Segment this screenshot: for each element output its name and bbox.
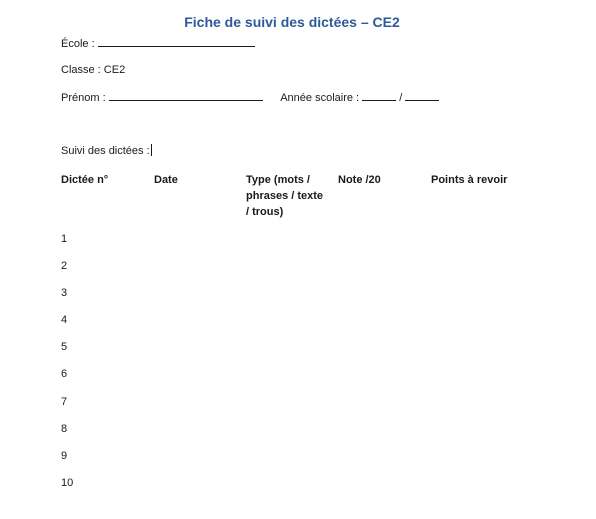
header-note: Note /20 <box>338 174 381 186</box>
header-dictee-number: Dictée n° <box>61 174 109 186</box>
table-row-number: 3 <box>61 287 68 299</box>
header-type: Type (mots / phrases / texte / trous) <box>246 174 324 218</box>
table-row-number: 2 <box>61 260 68 272</box>
name-blank[interactable] <box>109 90 263 101</box>
table-row-number: 4 <box>61 314 68 326</box>
table-row-number: 9 <box>61 450 68 462</box>
year-label: Année scolaire : <box>280 92 360 104</box>
table-row-number: 1 <box>61 233 68 245</box>
school-label: École : <box>61 38 95 50</box>
header-date: Date <box>154 174 178 186</box>
class-label: Classe : CE2 <box>61 64 126 76</box>
document-title: Fiche de suivi des dictées – CE2 <box>184 14 400 30</box>
name-label: Prénom : <box>61 92 106 104</box>
name-line <box>61 90 439 105</box>
table-row-number: 8 <box>61 423 68 435</box>
header-points: Points à revoir <box>431 174 508 186</box>
text-cursor <box>151 144 152 156</box>
section-label: Suivi des dictées : <box>61 145 150 157</box>
table-row-number: 10 <box>61 477 74 489</box>
section-line <box>61 144 152 158</box>
year-end-blank[interactable] <box>405 90 439 101</box>
school-blank[interactable] <box>98 36 255 47</box>
class-line <box>61 63 125 77</box>
table-row-number: 6 <box>61 368 68 380</box>
year-separator: / <box>399 92 403 104</box>
table-row-number: 5 <box>61 341 68 353</box>
table-row-number: 7 <box>61 396 68 408</box>
school-line <box>61 36 255 51</box>
year-start-blank[interactable] <box>362 90 396 101</box>
